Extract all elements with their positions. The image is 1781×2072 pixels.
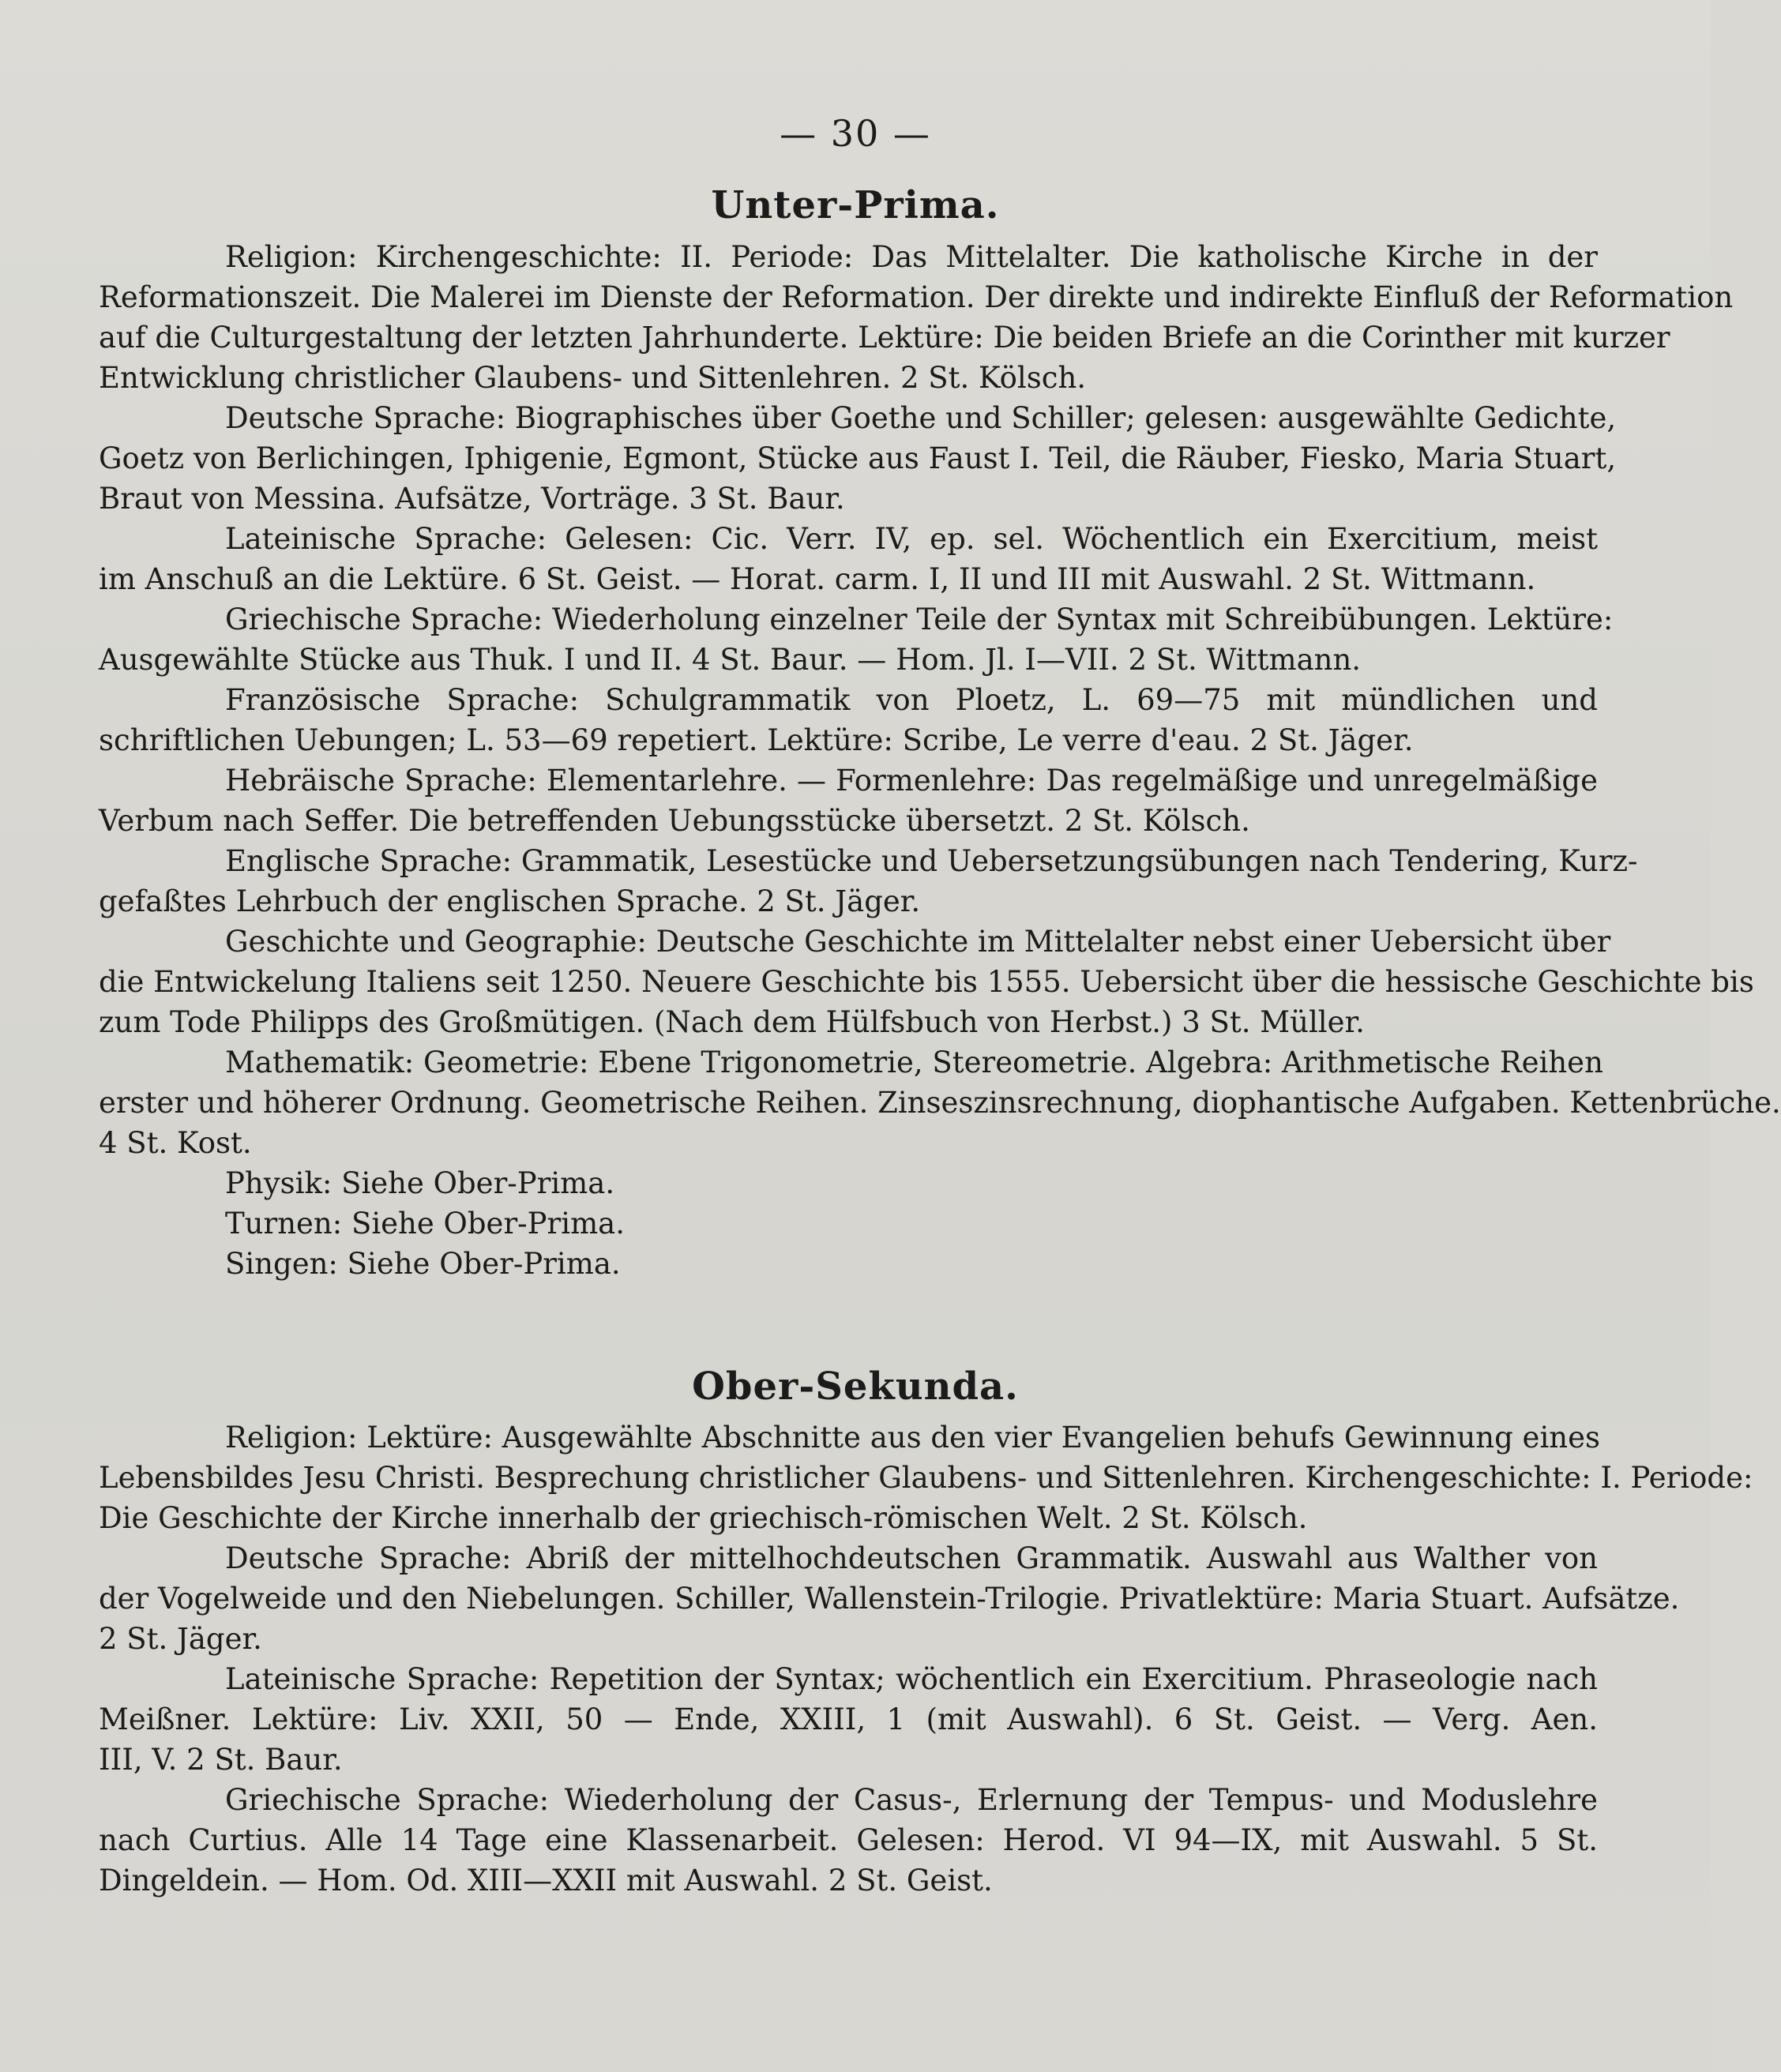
text-line: Französische Sprache: Schulgrammatik von Ploetz, L. 69—75 mit mündlichen und xyxy=(225,683,1598,717)
text-line: Lebensbildes Jesu Christi. Besprechung christlicher Glaubens- und Sittenlehren. Kirchengeschichte: I. Periode: xyxy=(99,1461,1753,1495)
text-line: Die Geschichte der Kirche innerhalb der griechisch-römischen Welt. 2 St. Kölsch. xyxy=(99,1501,1308,1535)
text-line: zum Tode Philipps des Großmütigen. (Nach dem Hülfsbuch von Herbst.) 3 St. Müller. xyxy=(99,1005,1365,1039)
section-body-ober-sekunda xyxy=(99,1417,1753,1901)
text-line: die Entwickelung Italiens seit 1250. Neuere Geschichte bis 1555. Uebersicht über die hessische Geschichte bis xyxy=(99,965,1754,999)
text-line: Englische Sprache: Grammatik, Lesestücke und Uebersetzungsübungen nach Tendering, Kurz- xyxy=(225,844,1638,878)
text-line: 2 St. Jäger. xyxy=(99,1622,262,1656)
text-line: der Vogelweide und den Niebelungen. Schiller, Wallenstein-Trilogie. Privatlektüre: Maria Stuart. Aufsätze. xyxy=(99,1582,1680,1616)
text-line: Dingeldein. — Hom. Od. XIII—XXII mit Auswahl. 2 St. Geist. xyxy=(99,1864,993,1897)
text-line: Religion: Kirchengeschichte: II. Periode: Das Mittelalter. Die katholische Kirche in der xyxy=(225,240,1598,274)
text-line: Physik: Siehe Ober-Prima. xyxy=(225,1166,615,1200)
text-line: gefaßtes Lehrbuch der englischen Sprache. 2 St. Jäger. xyxy=(99,884,921,918)
text-line: Verbum nach Seffer. Die betreffenden Uebungsstücke übersetzt. 2 St. Kölsch. xyxy=(99,804,1250,838)
section-heading-unter-prima: Unter-Prima. xyxy=(711,183,1000,227)
text-line: Reformationszeit. Die Malerei im Dienste der Reformation. Der direkte und indirekte Einfluß der Reformation xyxy=(99,280,1734,314)
text-line: Entwicklung christlicher Glaubens- und Sittenlehren. 2 St. Kölsch. xyxy=(99,361,1087,395)
text-line: Deutsche Sprache: Abriß der mittelhochdeutschen Grammatik. Auswahl aus Walther von xyxy=(225,1541,1598,1575)
text-line: 4 St. Kost. xyxy=(99,1126,252,1160)
text-line: Griechische Sprache: Wiederholung einzelner Teile der Syntax mit Schreibübungen. Lektüre: xyxy=(225,602,1614,636)
text-line: Meißner. Lektüre: Liv. XXII, 50 — Ende, XXIII, 1 (mit Auswahl). 6 St. Geist. — Verg. Aen. xyxy=(99,1702,1598,1736)
text-line: nach Curtius. Alle 14 Tage eine Klassenarbeit. Gelesen: Herod. VI 94—IX, mit Auswahl. 5 St. xyxy=(99,1823,1598,1857)
section-body-unter-prima xyxy=(99,237,1781,1284)
text-line: Singen: Siehe Ober-Prima. xyxy=(225,1247,621,1281)
text-line: Hebräische Sprache: Elementarlehre. — Formenlehre: Das regelmäßige und unregelmäßige xyxy=(225,764,1598,798)
text-line: Lateinische Sprache: Repetition der Syntax; wöchentlich ein Exercitium. Phraseologie nach xyxy=(225,1662,1598,1696)
text-line: Geschichte und Geographie: Deutsche Geschichte im Mittelalter nebst einer Uebersicht über xyxy=(225,925,1611,959)
text-line: Braut von Messina. Aufsätze, Vorträge. 3 St. Baur. xyxy=(99,482,845,516)
text-line: Mathematik: Geometrie: Ebene Trigonometrie, Stereometrie. Algebra: Arithmetische Reihen xyxy=(225,1045,1603,1079)
text-line: Ausgewählte Stücke aus Thuk. I und II. 4 St. Baur. — Hom. Jl. I—VII. 2 St. Wittmann. xyxy=(99,643,1362,677)
text-line: Goetz von Berlichingen, Iphigenie, Egmont, Stücke aus Faust I. Teil, die Räuber, Fiesko, Maria Stuart, xyxy=(99,441,1617,475)
text-line: Lateinische Sprache: Gelesen: Cic. Verr. IV, ep. sel. Wöchentlich ein Exercitium, meist xyxy=(225,522,1598,556)
text-line: erster und höherer Ordnung. Geometrische Reihen. Zinseszinsrechnung, diophantische Aufgaben. Kettenbrüche. xyxy=(99,1086,1781,1120)
text-line: im Anschuß an die Lektüre. 6 St. Geist. — Horat. carm. I, II und III mit Auswahl. 2 St. Wittmann. xyxy=(99,562,1536,596)
text-line: schriftlichen Uebungen; L. 53—69 repetiert. Lektüre: Scribe, Le verre d'eau. 2 St. Jäger. xyxy=(99,723,1414,757)
text-line: Turnen: Siehe Ober-Prima. xyxy=(225,1207,625,1241)
section-heading-ober-sekunda: Ober-Sekunda. xyxy=(692,1364,1019,1409)
text-line: Religion: Lektüre: Ausgewählte Abschnitte aus den vier Evangelien behufs Gewinnung eines xyxy=(225,1421,1600,1455)
text-line: Deutsche Sprache: Biographisches über Goethe und Schiller; gelesen: ausgewählte Gedichte, xyxy=(225,401,1617,435)
text-line: III, V. 2 St. Baur. xyxy=(99,1743,343,1777)
text-line: auf die Culturgestaltung der letzten Jahrhunderte. Lektüre: Die beiden Briefe an die Corinther mit kurzer xyxy=(99,321,1670,355)
page-number: — 30 — xyxy=(780,112,931,155)
text-line: Griechische Sprache: Wiederholung der Casus-, Erlernung der Tempus- und Moduslehre xyxy=(225,1783,1598,1817)
